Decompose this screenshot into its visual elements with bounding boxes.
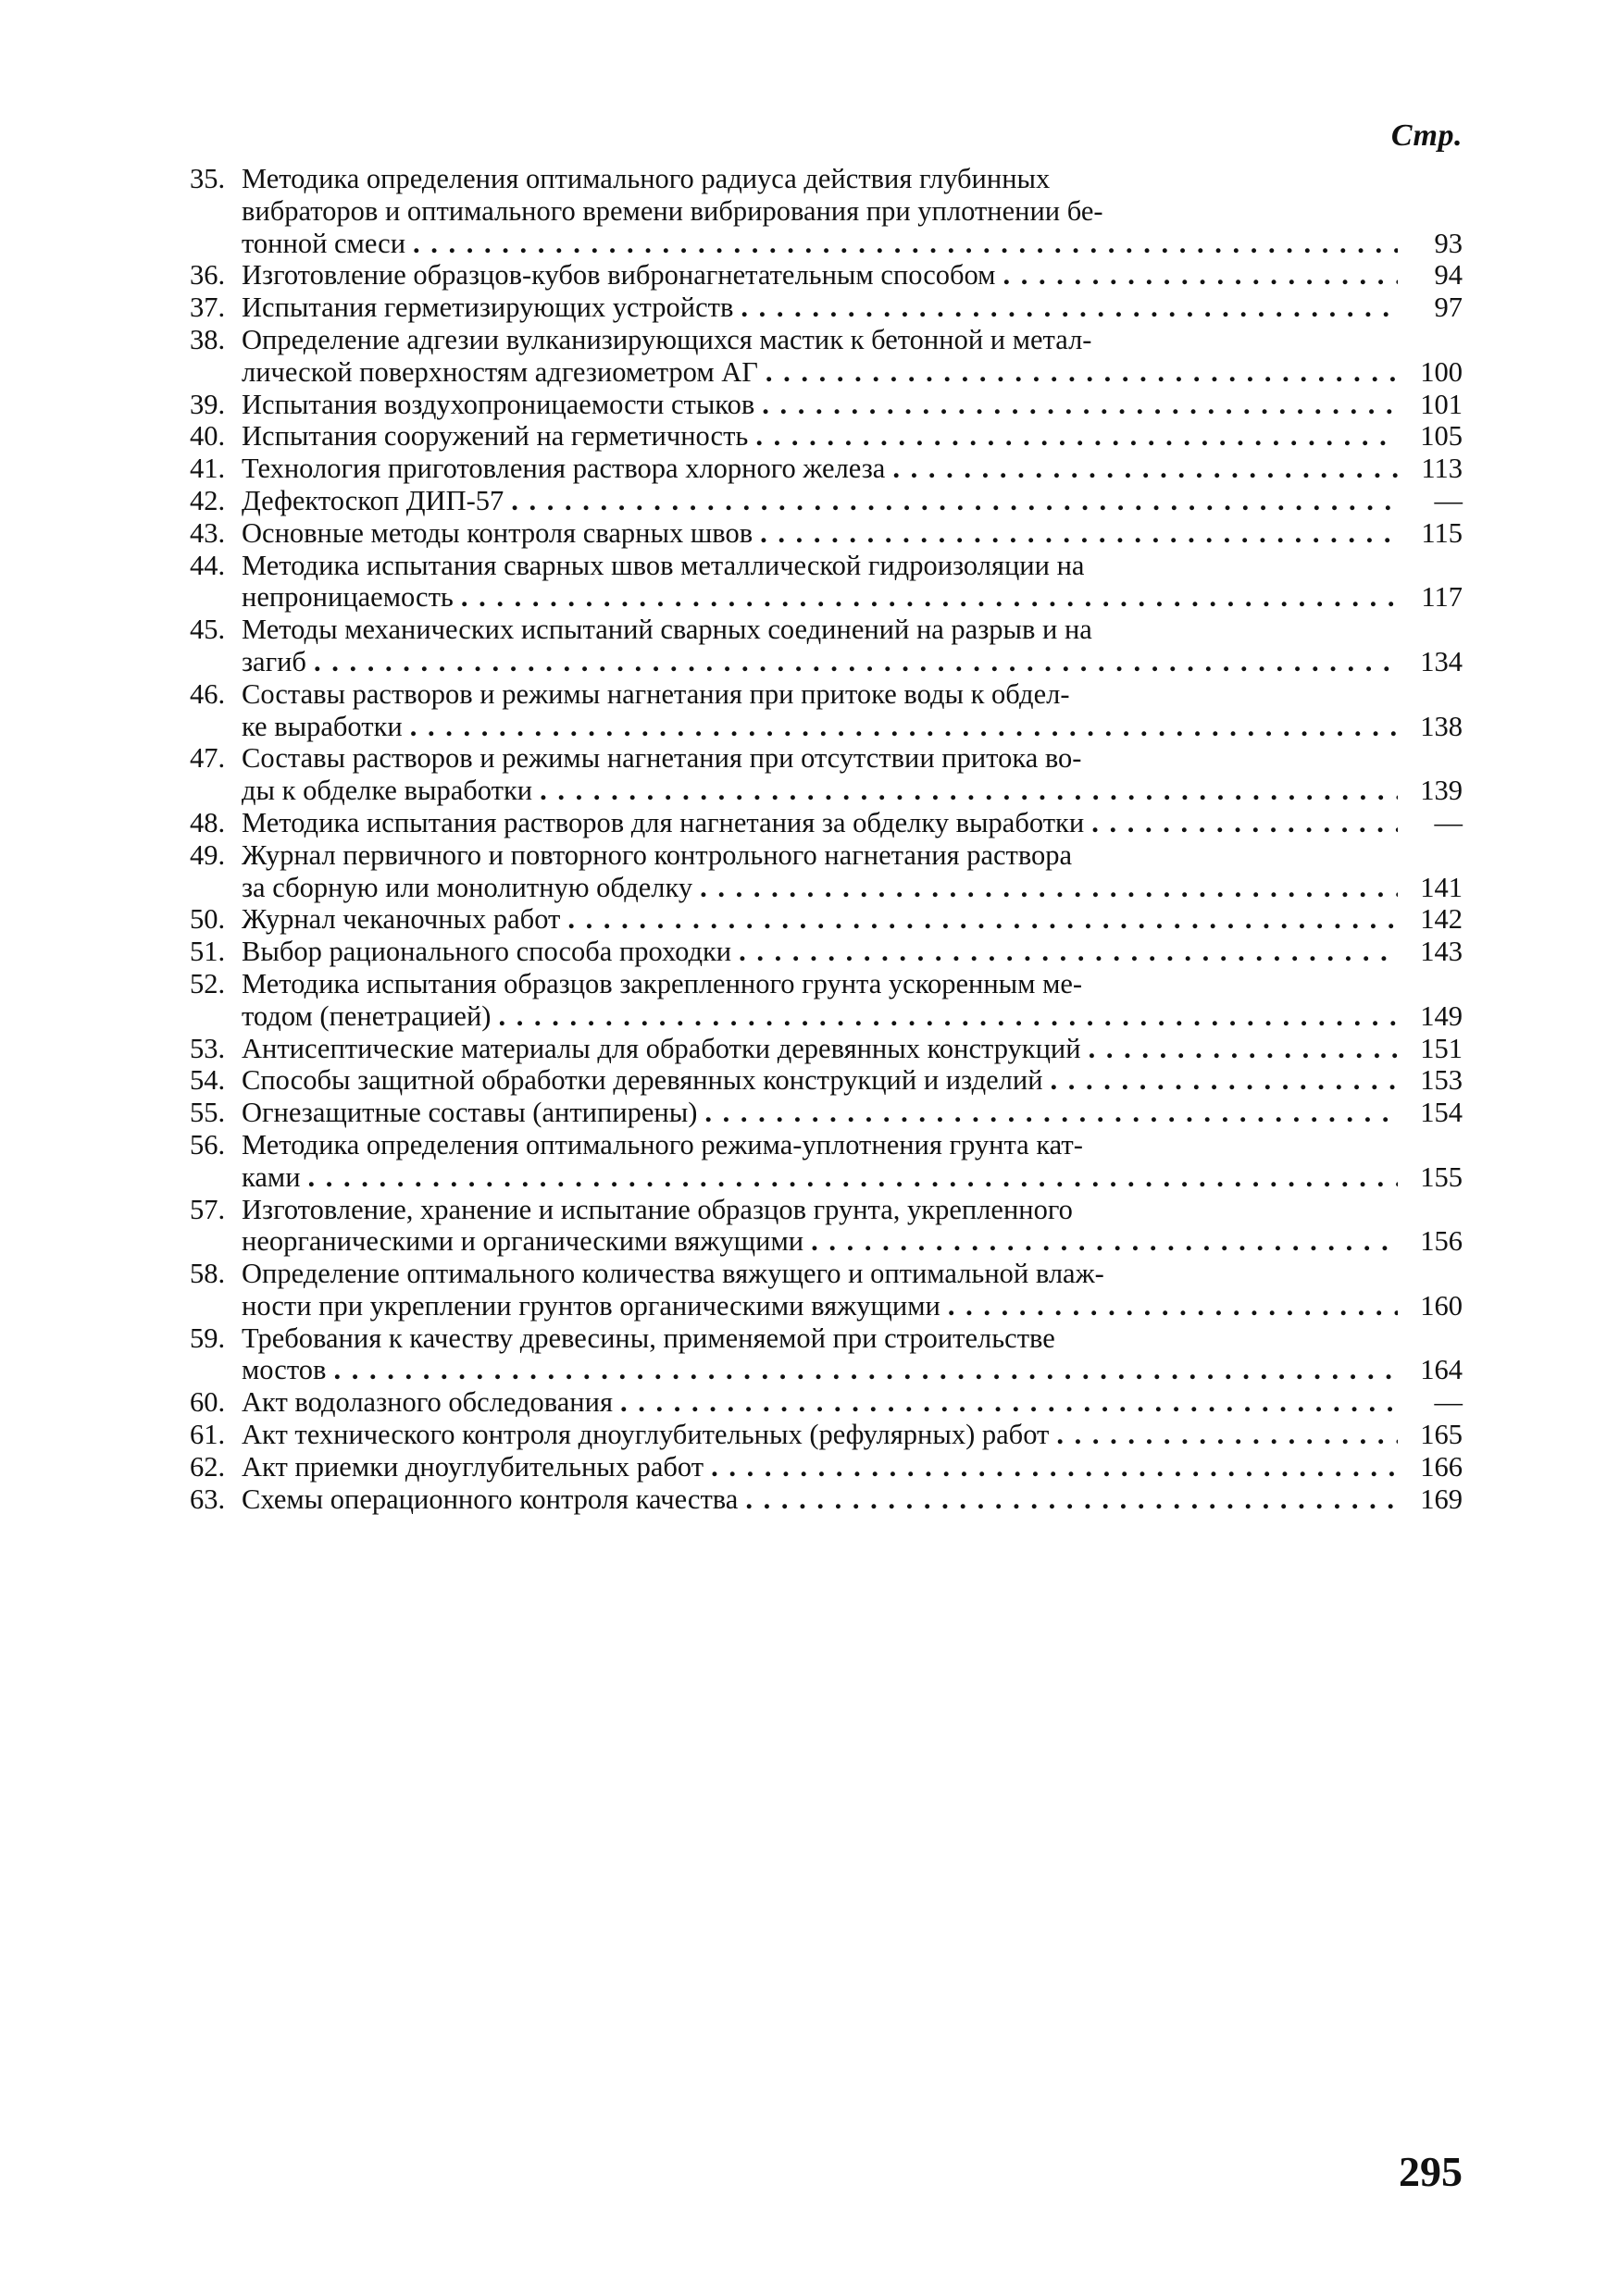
toc-entry (190, 968, 1463, 1033)
toc-entry (190, 517, 1463, 550)
toc-entry (190, 420, 1463, 453)
toc-entry-number: 49. (190, 838, 226, 871)
toc-entry-number: 35. (190, 163, 226, 194)
dot-leader (755, 420, 1398, 453)
toc-entry-page: 156 (1420, 1225, 1463, 1258)
toc-entry-title: тонной смеси (242, 227, 406, 259)
toc-entry-page: 100 (1420, 355, 1463, 388)
toc-entry-number: 40. (190, 420, 226, 453)
toc-entry-title: Способы защитной обработки деревянных конструкций и изделий (242, 1064, 1043, 1097)
toc-entry-number: 47. (190, 742, 226, 775)
toc-entry-number: 46. (190, 677, 226, 710)
toc-entry-title: Методика испытания растворов для нагнетания за обделку выработки (242, 806, 1085, 838)
toc-entry-line (190, 550, 1463, 582)
toc-entry-title: Технология приготовления раствора хлорного железа (242, 453, 886, 485)
dot-leader (1091, 807, 1398, 839)
dot-leader (892, 453, 1398, 485)
toc-entry-line (190, 195, 1463, 228)
toc-entry-title: Изготовление, хранение и испытание образцов грунта, укрепленного (242, 1193, 1073, 1225)
dot-leader (620, 1386, 1398, 1419)
toc-entry-page: 165 (1420, 1419, 1463, 1451)
toc-entry-title: Составы растворов и режимы нагнетания при отсутствии притока во- (242, 742, 1082, 775)
toc-entry-page: 113 (1421, 453, 1463, 485)
toc-entry-page: 154 (1420, 1097, 1463, 1129)
toc-entry (190, 389, 1463, 421)
toc-entry-line (190, 775, 1463, 807)
toc-entry-number: 61. (190, 1419, 226, 1451)
toc-entry-line (190, 1322, 1463, 1355)
dot-leader (333, 1354, 1398, 1386)
toc-entry-number: 59. (190, 1322, 226, 1354)
toc-entry (190, 1451, 1463, 1483)
toc-entry-line (190, 903, 1463, 936)
toc-entry-number: 57. (190, 1193, 226, 1225)
toc-entry-title: Составы растворов и режимы нагнетания при притоке воды к обдел- (242, 677, 1070, 710)
toc-entry-page: 94 (1434, 259, 1463, 292)
toc-entry-line (190, 485, 1463, 517)
toc-entry-page: 142 (1420, 903, 1463, 936)
toc-entry-title: вибраторов и оптимального времени вибрирования при уплотнении бе- (242, 194, 1103, 227)
toc-entry-title: мостов (242, 1354, 327, 1386)
toc-entry-number: 56. (190, 1128, 226, 1160)
toc-entry-number: 60. (190, 1386, 226, 1419)
toc-entry (190, 1483, 1463, 1516)
toc-entry (190, 839, 1463, 904)
dot-leader (948, 1290, 1398, 1322)
toc-entry-page: — (1434, 1386, 1463, 1419)
toc-entry-title: Испытания герметизирующих устройств (242, 292, 734, 324)
toc-entry-page: 134 (1420, 645, 1463, 677)
toc-entry-line (190, 872, 1463, 904)
toc-entry-title: Акт приемки дноуглубительных работ (242, 1450, 704, 1483)
toc-entry (190, 1064, 1463, 1097)
page-column-header: Стр. (1390, 118, 1463, 153)
dot-leader (413, 228, 1398, 260)
dot-leader (704, 1097, 1398, 1129)
toc-entry-line (190, 389, 1463, 421)
dot-leader (711, 1451, 1398, 1483)
toc-entry-title: Требования к качеству древесины, применяемой при строительстве (242, 1322, 1055, 1354)
toc-entry-number: 63. (190, 1483, 226, 1515)
toc-entry-number: 44. (190, 549, 226, 581)
toc-entry-title: Испытания сооружений на герметичность (242, 420, 749, 453)
toc-entry-number: 52. (190, 967, 226, 999)
toc-entry-title: Методика испытания образцов закрепленного грунта ускоренным ме- (242, 967, 1083, 999)
toc-entry-title: Методика определения оптимального радиуса действия глубинных (242, 163, 1051, 194)
toc-entry-title: тодом (пенетрацией) (242, 999, 492, 1032)
toc-entry-line (190, 1451, 1463, 1483)
toc-entry (190, 742, 1463, 807)
dot-leader (314, 646, 1398, 678)
toc-entry-line (190, 711, 1463, 743)
toc-entry (190, 292, 1463, 324)
toc-entry-number: 37. (190, 292, 226, 324)
dot-leader (511, 485, 1398, 517)
toc-entry (190, 259, 1463, 292)
toc-entry-title: Методика определения оптимального режима-уплотнения грунта кат- (242, 1128, 1083, 1160)
toc-entry (190, 1097, 1463, 1129)
toc-entry-line (190, 936, 1463, 968)
dot-leader (308, 1161, 1398, 1194)
toc-entry-title: Определение адгезии вулканизирующихся мастик к бетонной и метал- (242, 323, 1092, 355)
toc-entry (190, 1033, 1463, 1065)
toc-entry-number: 39. (190, 388, 226, 420)
toc-entry-line (190, 1161, 1463, 1194)
toc-entry-title: Журнал первичного и повторного контрольного нагнетания раствора (242, 838, 1073, 871)
toc-entry-title: Изготовление образцов-кубов вибронагнетательным способом (242, 259, 996, 292)
toc-entry (190, 1258, 1463, 1322)
toc-entry-line (190, 1194, 1463, 1226)
toc-entry-page: 143 (1420, 936, 1463, 968)
toc-entry-title: Антисептические материалы для обработки деревянных конструкций (242, 1032, 1081, 1064)
toc-entry-page: 101 (1420, 388, 1463, 420)
toc-entry (190, 1322, 1463, 1387)
toc-entry (190, 807, 1463, 839)
toc-entry-title: за сборную или монолитную обделку (242, 871, 693, 903)
toc-entry-number: 45. (190, 614, 226, 646)
dot-leader (498, 1000, 1398, 1033)
toc-entry-page: 155 (1420, 1160, 1463, 1193)
toc-entry-page: 141 (1420, 871, 1463, 903)
toc-entry-title: Испытания воздухопроницаемости стыков (242, 388, 755, 420)
toc-entry-line (190, 228, 1463, 260)
toc-entry-line (190, 1033, 1463, 1065)
toc-entry (190, 678, 1463, 743)
toc-entry-number: 62. (190, 1450, 226, 1483)
toc-entry-page: 138 (1420, 710, 1463, 742)
toc-entry-line (190, 581, 1463, 614)
toc-entry-page: 97 (1434, 292, 1463, 324)
toc-entry-page: 115 (1421, 516, 1463, 549)
toc-entry-line (190, 1129, 1463, 1161)
dot-leader (700, 872, 1398, 904)
toc-entry-title: непроницаемость (242, 581, 454, 614)
toc-entry-number: 55. (190, 1097, 226, 1129)
toc-entry-number: 36. (190, 259, 226, 292)
toc-entry-title: ности при укреплении грунтов органическими вяжущими (242, 1289, 940, 1322)
page-number: 295 (1399, 2148, 1463, 2195)
toc-entry (190, 453, 1463, 485)
toc-entry-title: Методы механических испытаний сварных соединений на разрыв и на (242, 614, 1092, 646)
toc-entry-line (190, 968, 1463, 1000)
toc-entry-number: 51. (190, 936, 226, 968)
toc-entry-number: 43. (190, 516, 226, 549)
dot-leader (1089, 1033, 1398, 1065)
dot-leader (1051, 1064, 1398, 1097)
toc-entry-line (190, 1290, 1463, 1322)
dot-leader (762, 389, 1398, 421)
toc-entry-number: 50. (190, 903, 226, 936)
toc-entry-title: ками (242, 1160, 301, 1193)
toc-entry-page: — (1434, 484, 1463, 516)
toc-entry-line (190, 678, 1463, 711)
toc-entry-title: Акт водолазного обследования (242, 1386, 613, 1419)
toc-entry (190, 614, 1463, 678)
dot-leader (739, 936, 1398, 968)
toc-entry-line (190, 807, 1463, 839)
toc-entry-page: 169 (1420, 1483, 1463, 1515)
toc-entry-title: неорганическими и органическими вяжущими (242, 1225, 804, 1258)
toc-entry (190, 1194, 1463, 1259)
dot-leader (410, 711, 1398, 743)
toc-entry-line (190, 1064, 1463, 1097)
toc-entry-line (190, 1000, 1463, 1033)
toc-entry-page: 153 (1420, 1064, 1463, 1097)
toc-entry (190, 324, 1463, 389)
toc-entry-title: Дефектоскоп ДИП-57 (242, 484, 504, 516)
toc-entry-line (190, 1225, 1463, 1258)
toc-entry (190, 903, 1463, 936)
table-of-contents (190, 163, 1463, 1515)
toc-entry-title: Схемы операционного контроля качества (242, 1483, 739, 1515)
toc-entry-line (190, 1258, 1463, 1290)
toc-entry-title: Журнал чеканочных работ (242, 903, 561, 936)
toc-entry (190, 1419, 1463, 1451)
dot-leader (567, 903, 1398, 936)
toc-entry-number: 41. (190, 453, 226, 485)
dot-leader (741, 292, 1398, 324)
dot-leader (540, 775, 1398, 807)
toc-entry-page: 105 (1420, 420, 1463, 453)
toc-entry-line (190, 259, 1463, 292)
toc-entry-line (190, 1354, 1463, 1386)
toc-entry-page: 164 (1420, 1354, 1463, 1386)
toc-entry-line (190, 614, 1463, 646)
toc-entry-title: Основные методы контроля сварных швов (242, 516, 753, 549)
toc-entry (190, 163, 1463, 259)
dot-leader (1003, 259, 1398, 292)
toc-entry-page: 166 (1420, 1450, 1463, 1483)
toc-entry-number: 53. (190, 1032, 226, 1064)
dot-leader (1056, 1419, 1398, 1451)
toc-entry-title: Выбор рационального способа проходки (242, 936, 732, 968)
toc-entry-title: Методика испытания сварных швов металлической гидроизоляции на (242, 549, 1085, 581)
dot-leader (811, 1225, 1398, 1258)
toc-entry-page: 139 (1420, 775, 1463, 807)
toc-entry-line (190, 163, 1463, 195)
toc-entry (190, 1386, 1463, 1419)
toc-entry-number: 48. (190, 806, 226, 838)
toc-entry-page: 160 (1420, 1289, 1463, 1322)
toc-entry-number: 58. (190, 1258, 226, 1290)
toc-entry-line (190, 1483, 1463, 1516)
dot-leader (766, 356, 1398, 389)
toc-entry-page: 149 (1420, 999, 1463, 1032)
toc-entry-title: загиб (242, 645, 306, 677)
toc-entry-line (190, 453, 1463, 485)
toc-entry-title: Определение оптимального количества вяжущего и оптимальной влаж- (242, 1258, 1104, 1290)
toc-entry-line (190, 742, 1463, 775)
toc-entry-line (190, 324, 1463, 356)
toc-entry-number: 54. (190, 1064, 226, 1097)
toc-entry-number: 38. (190, 323, 226, 355)
toc-entry-line (190, 646, 1463, 678)
toc-entry-title: Акт технического контроля дноуглубительных (рефулярных) работ (242, 1419, 1050, 1451)
toc-entry-page: 117 (1421, 581, 1463, 614)
toc-entry-page: 93 (1434, 227, 1463, 259)
toc-entry (190, 550, 1463, 614)
toc-entry-line (190, 1419, 1463, 1451)
toc-entry-line (190, 420, 1463, 453)
toc-entry-title: ке выработки (242, 710, 403, 742)
dot-leader (461, 581, 1398, 614)
toc-entry-title: Огнезащитные составы (антипирены) (242, 1097, 698, 1129)
toc-entry-page: 151 (1420, 1032, 1463, 1064)
dot-leader (760, 517, 1398, 550)
toc-entry-line (190, 517, 1463, 550)
toc-entry-line (190, 1386, 1463, 1419)
toc-entry (190, 485, 1463, 517)
toc-entry-line (190, 356, 1463, 389)
toc-entry-page: — (1434, 806, 1463, 838)
dot-leader (745, 1483, 1398, 1516)
toc-entry (190, 936, 1463, 968)
toc-entry-line (190, 1097, 1463, 1129)
toc-entry (190, 1129, 1463, 1194)
toc-entry-title: ды к обделке выработки (242, 775, 533, 807)
toc-entry-title: лической поверхностям адгезиометром АГ (242, 355, 758, 388)
toc-entry-number: 42. (190, 484, 226, 516)
toc-entry-line (190, 292, 1463, 324)
toc-entry-line (190, 839, 1463, 872)
